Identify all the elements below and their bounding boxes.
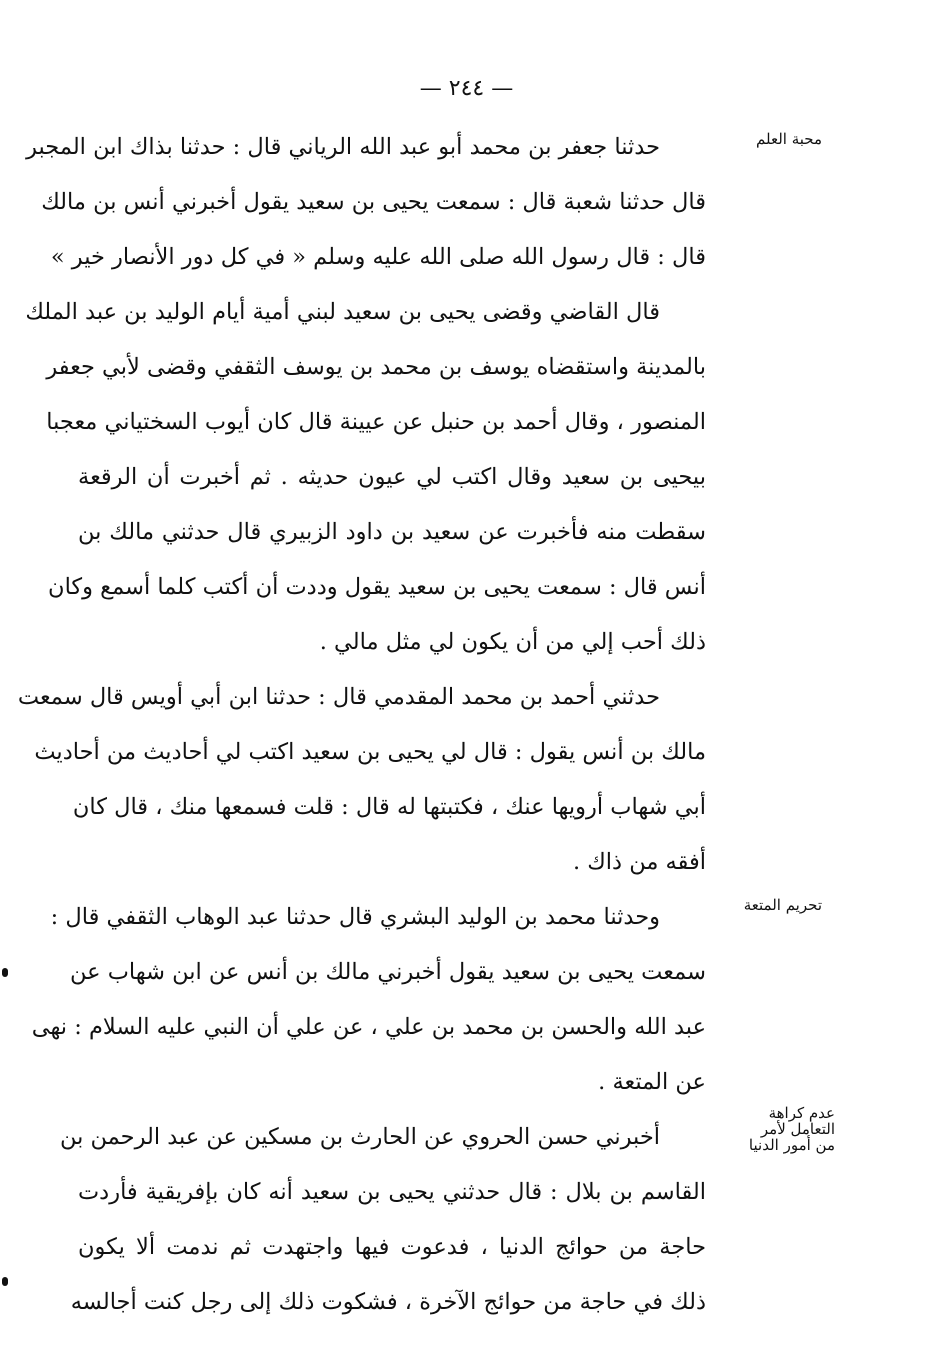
scan-speck [2,968,8,977]
text-line: حدثنا جعفر بن محمد أبو عبد الله الرياني قال : حدثنا بذاك ابن المجبر [26,134,660,160]
text-line: وحدثنا محمد بن الوليد البشري قال حدثنا عبد الوهاب الثقفي قال : [50,904,660,930]
text-line: سمعت يحيى بن سعيد يقول أخبرني مالك بن أنس عن ابن شهاب عن [70,959,706,985]
text-line: قال : قال رسول الله صلى الله عليه وسلم « في كل دور الأنصار خير » [50,244,706,270]
main-text-column [17,120,706,1330]
margin-note-prohibition-of-mutah: تحريم المتعة [743,896,822,914]
page-number: — ٢٤٤ — [419,76,514,101]
text-line: المنصور ، وقال أحمد بن حنبل عن عيينة قال كان أيوب السختياني معجبا [46,409,706,435]
margin-note-worldly-affairs-text: عدم كراهة التعامل لأمر من أمور الدنيا [748,1104,835,1154]
text-line: قال حدثنا شعبة قال : سمعت يحيى بن سعيد يقول أخبرني أنس بن مالك [41,189,706,215]
text-line: بالمدينة واستقضاه يوسف بن محمد بن يوسف الثقفي وقضى لأبي جعفر [46,354,706,380]
text-line: عبد الله والحسن بن محمد بن علي ، عن علي أن النبي عليه السلام : نهى [31,1014,706,1040]
text-line: عن المتعة . [598,1069,706,1095]
text-line: حدثني أحمد بن محمد المقدمي قال : حدثنا ابن أبي أويس قال سمعت [17,684,660,710]
text-line: أنس قال : سمعت يحيى بن سعيد يقول وددت أن أكتب كلما أسمع وكان [48,574,706,600]
text-line: حاجة من حوائج الدنيا ، فدعوت فيها واجتهدت ثم ندمت ألا يكون [78,1234,706,1260]
margin-note-love-of-knowledge: محبة العلم [756,130,822,148]
scan-speck [2,1277,8,1286]
text-line: بيحيى بن سعيد وقال اكتب لي عيون حديثه . ثم أخبرت أن الرقعة [78,464,706,490]
text-line: أخبرني حسن الحروي عن الحارث بن مسكين عن عبد الرحمن بن [59,1124,660,1150]
text-line: أبي شهاب أرويها عنك ، فكتبتها له قال : قلت فسمعها منك ، قال كان [72,794,706,820]
margin-note-worldly-affairs [700,1105,835,1153]
text-line: ذلك في حاجة من حوائج الآخرة ، فشكوت ذلك إلى رجل كنت أجالسه [70,1289,706,1315]
text-line: أفقه من ذاك . [572,849,706,875]
text-line: قال القاضي وقضى يحيى بن سعيد لبني أمية أيام الوليد بن عبد الملك [25,299,660,325]
text-line: ذلك أحب إلي من أن يكون لي مثل مالي . [319,629,706,655]
text-line: سقطت منه فأخبرت عن سعيد بن داود الزبيري قال حدثني مالك بن [78,519,706,545]
text-line: مالك بن أنس يقول : قال لي يحيى بن سعيد اكتب لي أحاديث من أحاديث [34,739,706,765]
text-line: القاسم بن بلال : قال حدثني يحيى بن سعيد أنه كان بإفريقية فأردت [78,1179,706,1205]
